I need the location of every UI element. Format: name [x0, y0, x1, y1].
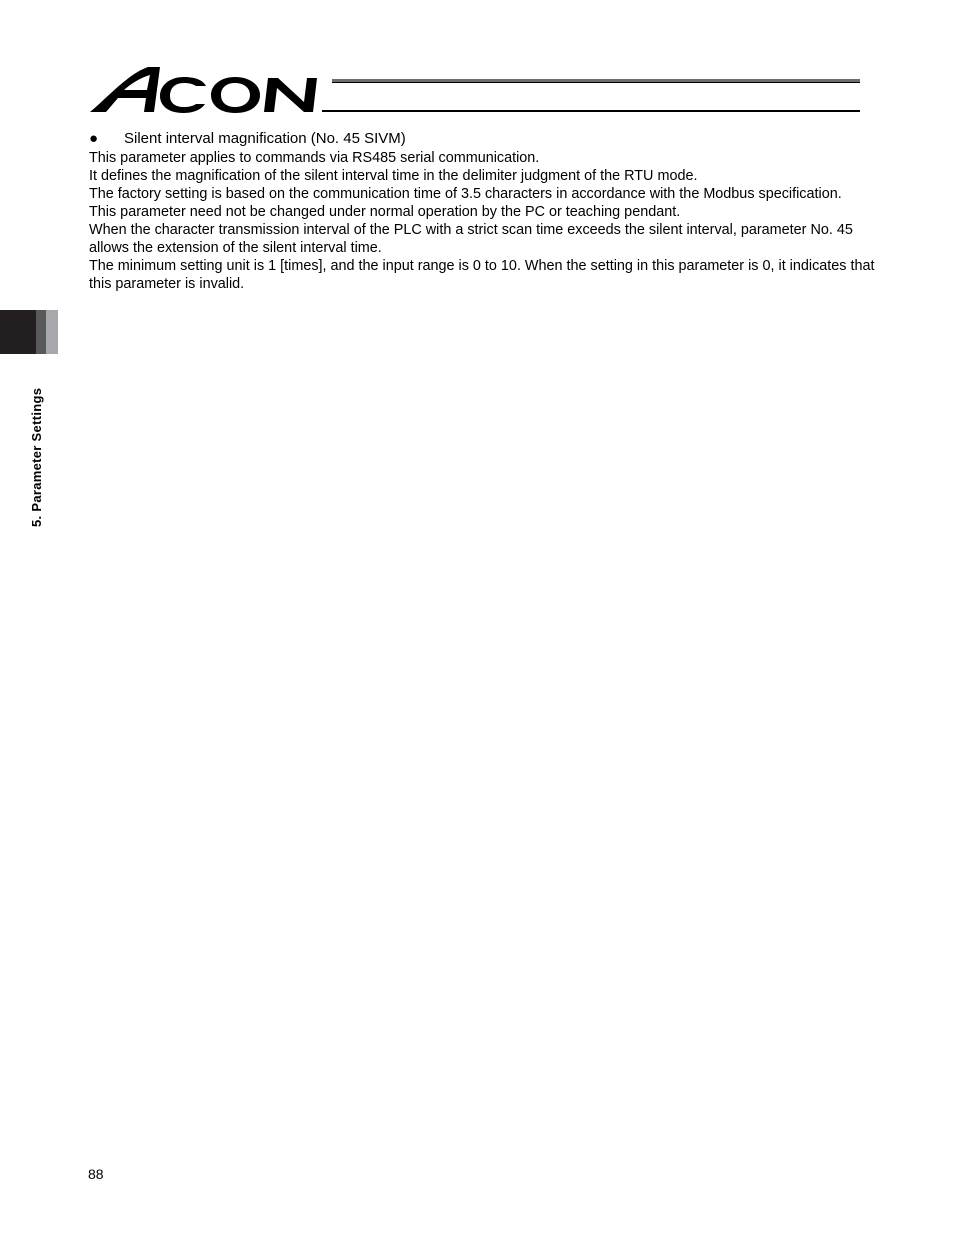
paragraph-2: It defines the magnification of the silent interval time in the delimiter judgment of the RTU mode. — [89, 168, 698, 184]
chapter-tab-dark — [0, 310, 36, 354]
header-rule — [322, 79, 860, 113]
paragraph-6: The minimum setting unit is 1 [times], and the input range is 0 to 10. When the setting in this parameter is 0, it indicates that this parameter is invalid. — [89, 258, 875, 292]
bullet-icon: ● — [89, 130, 99, 147]
logo-letter-c — [160, 77, 206, 113]
chapter-side-label: 5. Parameter Settings — [29, 387, 44, 527]
acon-logo — [88, 62, 328, 116]
paragraph-4: This parameter need not be changed under normal operation by the PC or teaching pendant. — [89, 204, 681, 220]
paragraph-3: The factory setting is based on the communication time of 3.5 characters in accordance with the Modbus specification. — [89, 186, 842, 202]
logo-letter-a — [90, 67, 160, 112]
logo-letter-n — [264, 78, 317, 112]
paragraph-1: This parameter applies to commands via RS485 serial communication. — [89, 150, 540, 166]
section-title: Silent interval magnification (No. 45 SIVM) — [124, 130, 406, 147]
logo-letter-o — [211, 77, 260, 113]
chapter-tab-mid — [36, 310, 46, 354]
section-content — [89, 129, 879, 293]
paragraph-5: When the character transmission interval of the PLC with a strict scan time exceeds the silent interval, parameter No. 45 allows the extension of the silent interval time. — [89, 222, 853, 256]
chapter-tab-light — [46, 310, 58, 354]
page-number: 88 — [88, 1166, 104, 1182]
section-heading — [89, 129, 879, 149]
